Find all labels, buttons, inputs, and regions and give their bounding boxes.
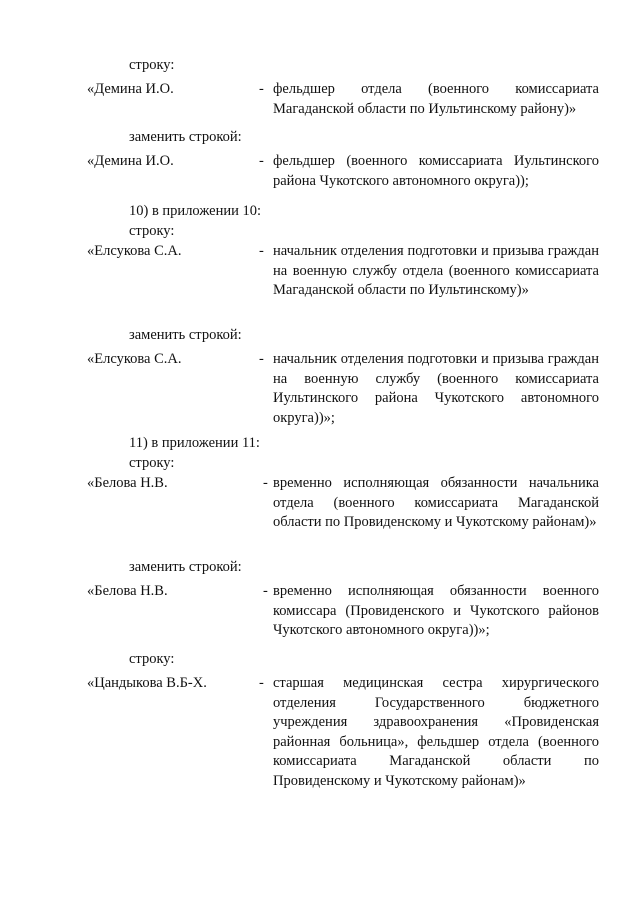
instruction-label [129,56,174,76]
instruction-label [129,558,242,578]
position-description: фельдшер отдела (военного комиссариата Магаданской области по Иультинскому району)» [273,81,599,117]
instruction-line: заменить строкой: [129,129,242,145]
position-description: начальник отделения подготовки и призыва граждан на военную службу отдела (военного комиссариата Магаданской области по Иультинскому)» [273,243,599,298]
entry-dash: - [259,81,264,97]
instruction-line: заменить строкой: [129,559,242,575]
instruction-line: строку: [129,651,175,667]
instruction-label [129,650,174,670]
instruction-line: строку: [129,222,175,239]
entry-dash: - [259,243,264,259]
person-name: «Елсукова С.А. [87,243,182,259]
instruction-line: 10) в приложении 10: [129,203,262,219]
position-description: начальник отделения подготовки и призыва граждан на военную службу (военного комиссариата Иультинского района Чукотского автономного округа))»; [273,351,599,426]
instruction-label [129,128,242,148]
person-name: «Белова Н.В. [87,583,168,599]
entry-dash: - [263,583,268,599]
position-description: временно исполняющая обязанности военного комиссара (Провиденского и Чукотского районов Чукотского автономного округа))»; [273,583,599,638]
instruction-line: заменить строкой: [129,327,242,343]
entry-dash: - [263,475,268,491]
person-name: «Демина И.О. [87,81,174,97]
person-name: «Цандыкова В.Б-Х. [87,675,207,691]
entry-dash: - [259,351,264,367]
instruction-line: строку: [129,454,175,471]
person-name: «Елсукова С.А. [87,351,182,367]
instruction-label [129,202,261,241]
position-description: временно исполняющая обязанности начальника отдела (военного комиссариата Магаданской области по Провиденскому и Чукотскому районам)» [273,475,599,530]
position-description: старшая медицинская сестра хирургического отделения Государственного бюджетного учреждения здравоохранения «Провиденская районная больница», фельдшер отдела (военного комиссариата Магаданской области по Провиденскому и Чукотскому районам)» [273,675,599,789]
position-description: фельдшер (военного комиссариата Иультинского района Чукотского автономного округа)); [273,153,599,189]
instruction-label [129,434,260,473]
entry-dash: - [259,153,264,169]
person-name: «Белова Н.В. [87,475,168,491]
entry-dash: - [259,675,264,691]
instruction-line: строку: [129,57,175,73]
person-name: «Демина И.О. [87,153,174,169]
instruction-label [129,326,242,346]
instruction-line: 11) в приложении 11: [129,435,260,451]
